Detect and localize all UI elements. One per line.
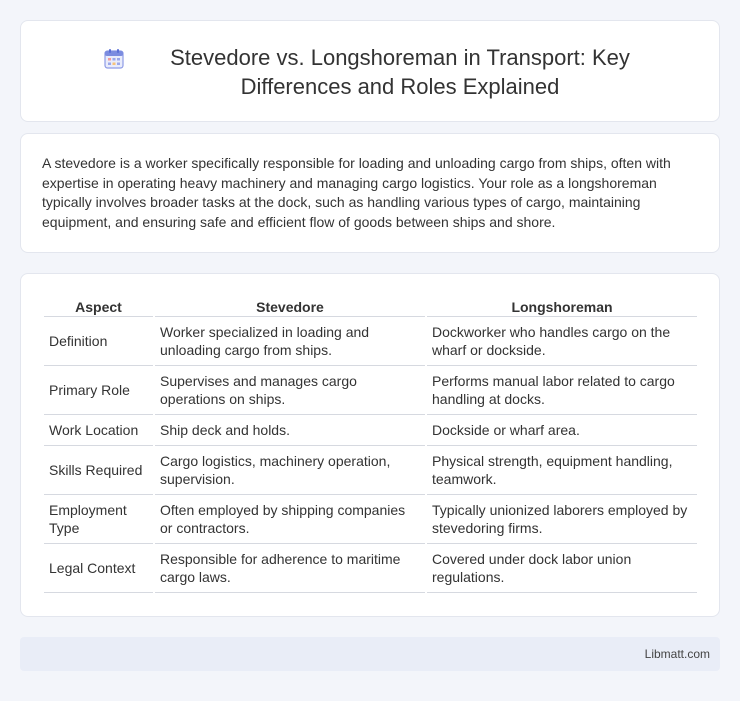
comparison-table [42,295,699,593]
comparison-card [20,273,720,617]
cell-longshoreman: Dockworker who handles cargo on the wharf or dockside. [427,317,697,366]
cell-aspect: Work Location [44,415,153,446]
intro-card [20,133,720,253]
intro-paragraph: A stevedore is a worker specifically responsible for loading and unloading cargo from ships, often with expertise in operating heavy machinery and managing cargo logistics. Your role as a longshoreman typically involves broader tasks at the dock, such as handling various types of cargo, maintaining equipment, and ensuring safe and efficient flow of goods between ships and shore. [42,155,671,230]
title-card [20,20,720,122]
cell-longshoreman: Physical strength, equipment handling, teamwork. [427,446,697,495]
page-title: Stevedore vs. Longshoreman in Transport: Key Differences and Roles Explained [170,45,630,99]
cell-longshoreman: Covered under dock labor union regulations. [427,544,697,593]
table-row [44,495,697,544]
cell-stevedore: Worker specialized in loading and unloading cargo from ships. [155,317,425,366]
table-row [44,415,697,446]
cell-longshoreman: Typically unionized laborers employed by stevedoring firms. [427,495,697,544]
cell-stevedore: Cargo logistics, machinery operation, supervision. [155,446,425,495]
table-header-row [44,295,697,317]
table-row [44,544,697,593]
cell-longshoreman: Dockside or wharf area. [427,415,697,446]
cell-aspect: Employment Type [44,495,153,544]
header-longshoreman: Longshoreman [427,295,697,317]
cell-aspect: Legal Context [44,544,153,593]
cell-longshoreman: Performs manual labor related to cargo handling at docks. [427,366,697,415]
cell-aspect: Skills Required [44,446,153,495]
table-row [44,446,697,495]
cell-stevedore: Often employed by shipping companies or contractors. [155,495,425,544]
table-row [44,366,697,415]
cell-aspect: Primary Role [44,366,153,415]
footer-brand-link[interactable]: Libmatt.com [644,647,710,661]
footer [20,637,720,671]
cell-stevedore: Ship deck and holds. [155,415,425,446]
cell-stevedore: Responsible for adherence to maritime cargo laws. [155,544,425,593]
cell-aspect: Definition [44,317,153,366]
table-row [44,317,697,366]
header-stevedore: Stevedore [155,295,425,317]
cell-stevedore: Supervises and manages cargo operations on ships. [155,366,425,415]
header-aspect: Aspect [44,295,153,317]
